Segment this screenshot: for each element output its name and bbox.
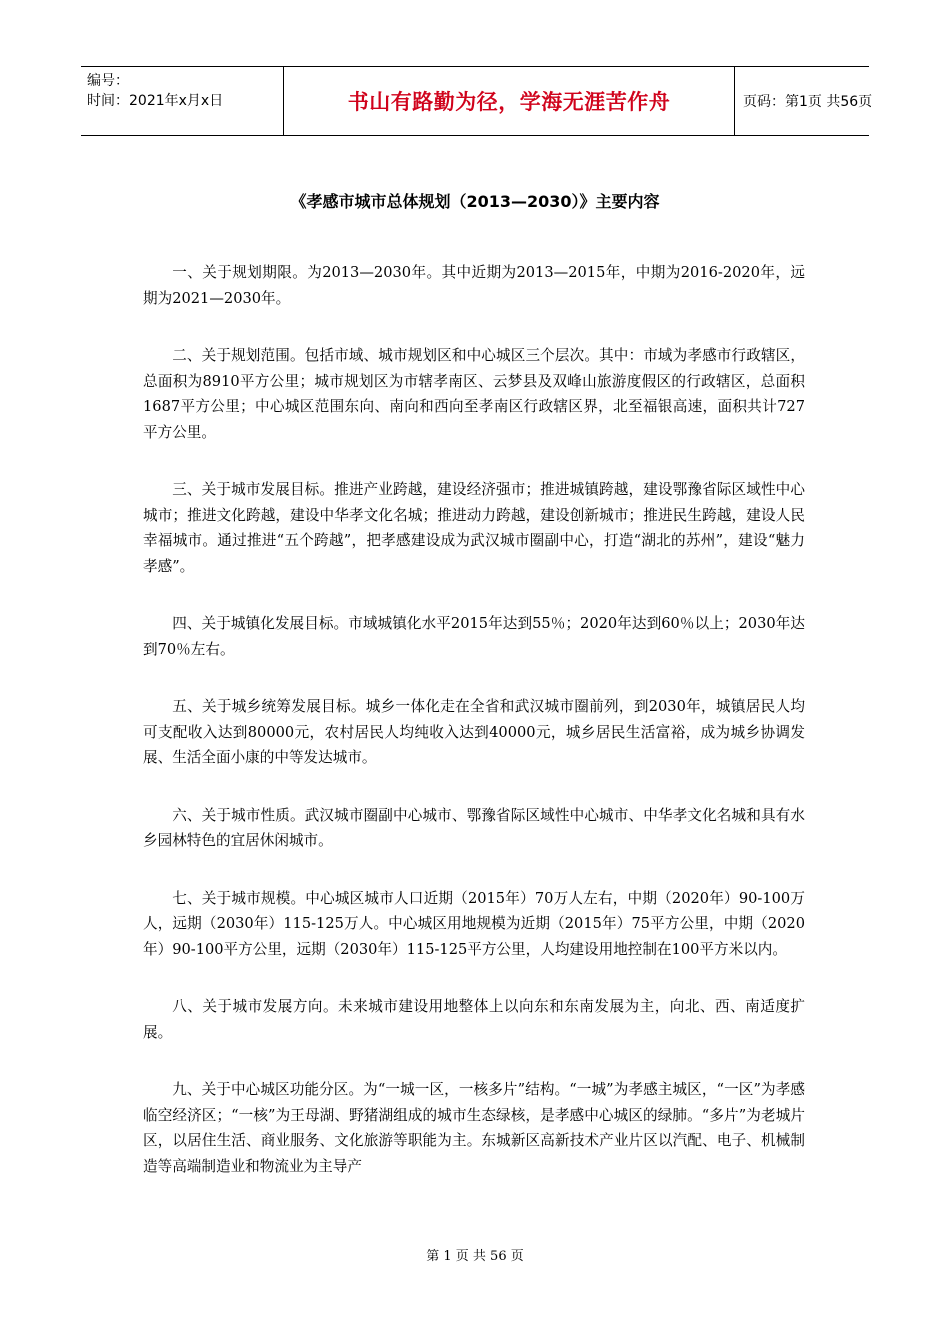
document-time-label: 时间：2021年x月x日 xyxy=(87,93,224,109)
page-header xyxy=(81,66,873,136)
paragraph: 九、关于中心城区功能分区。为“一城一区，一核多片”结构。“一城”为孝感主城区，“一区”为孝感临空经济区；“一核”为王母湖、野猪湖组成的城市生态绿核，是孝感中心城区的绿肺。“多片”为老城片区，以居住生活、商业服务、文化旅游等职能为主。东城新区高新技术产业片区以汽配、电子、机械制造等高端制造业和物流业为主导产 xyxy=(143,1081,805,1175)
paragraph: 四、关于城镇化发展目标。市域城镇化水平2015年达到55％；2020年达到60％以上；2030年达到70％左右。 xyxy=(143,615,805,658)
paragraph: 二、关于规划范围。包括市域、城市规划区和中心城区三个层次。其中：市域为孝感市行政辖区，总面积为8910平方公里；城市规划区为市辖孝南区、云梦县及双峰山旅游度假区的行政辖区，总面积1687平方公里；中心城区范围东向、南向和西向至孝南区行政辖区界，北至福银高速，面积共计727平方公里。 xyxy=(143,347,805,441)
paragraph: 五、关于城乡统筹发展目标。城乡一体化走在全省和武汉城市圈前列，到2030年，城镇居民人均可支配收入达到80000元，农村居民人均纯收入达到40000元，城乡居民生活富裕，成为城乡协调发展、生活全面小康的中等发达城市。 xyxy=(143,698,805,766)
paragraph: 三、关于城市发展目标。推进产业跨越，建设经济强市；推进城镇跨越，建设鄂豫省际区域性中心城市；推进文化跨越，建设中华孝文化名城；推进动力跨越，建设创新城市；推进民生跨越，建设人民幸福城市。通过推进“五个跨越”，把孝感建设成为武汉城市圈副中心，打造“湖北的苏州”，建设“魅力孝感”。 xyxy=(143,481,805,575)
header-meta xyxy=(81,67,283,135)
header-motto: 书山有路勤为径，学海无涯苦作舟 xyxy=(283,67,735,135)
page-footer: 第 1 页 共 56 页 xyxy=(426,1249,524,1264)
header-page-code: 页码：第1页 共56页 xyxy=(743,94,873,110)
document-body xyxy=(143,260,805,1225)
paragraph: 八、关于城市发展方向。未来城市建设用地整体上以向东和东南发展为主，向北、西、南适度扩展。 xyxy=(143,998,805,1041)
paragraph: 七、关于城市规模。中心城区城市人口近期（2015年）70万人左右，中期（2020年）90-100万人，远期（2030年）115-125万人。中心城区用地规模为近期（2015年）75平方公里，中期（2020年）90-100平方公里，远期（2030年）115-125平方公里，人均建设用地控制在100平方米以内。 xyxy=(143,889,805,958)
paragraph: 一、关于规划期限。为2013—2030年。其中近期为2013—2015年，中期为2016-2020年，远期为2021—2030年。 xyxy=(143,264,805,307)
document-number-label: 编号： xyxy=(87,73,129,89)
document-title: 《孝感市城市总体规划（2013—2030）》主要内容 xyxy=(290,192,660,211)
paragraph: 六、关于城市性质。武汉城市圈副中心城市、鄂豫省际区域性中心城市、中华孝文化名城和具有水乡园林特色的宜居休闲城市。 xyxy=(143,806,805,849)
